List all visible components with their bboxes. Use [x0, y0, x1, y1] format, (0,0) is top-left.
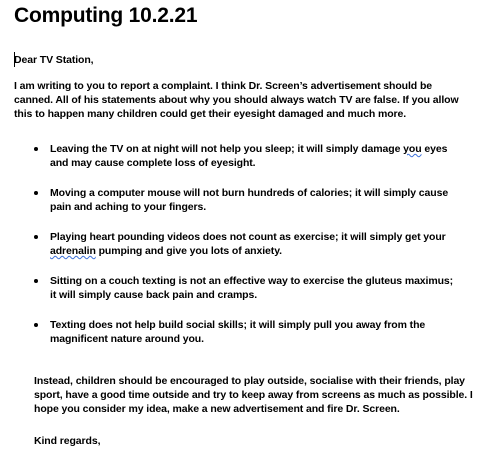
bullet-item	[0, 230, 460, 258]
bullet-text: Playing heart pounding videos does not count as exercise; it will simply get your	[50, 231, 446, 243]
document-title: Computing 10.2.21	[14, 4, 198, 27]
bullet-item	[0, 142, 460, 170]
letter-intro-paragraph: I am writing to you to report a complaint. I think Dr. Screen’s advertisement should be canned. All of his statements about why you should always watch TV are false. If you allow this to happen many children could get their eyesight damaged and much more.	[14, 80, 459, 120]
letter-greeting: Dear TV Station,	[14, 54, 94, 66]
bullet-item	[0, 274, 460, 302]
bullet-dot-icon	[34, 323, 38, 327]
letter-signoff: Kind regards,	[34, 435, 101, 447]
spellcheck-flagged-word: you	[403, 143, 422, 155]
bullet-text: Texting does not help build social skills; it will simply pull you away from the magnificent nature around you.	[50, 319, 426, 345]
bullet-text: eyes and may cause complete loss of eyesight.	[50, 143, 448, 169]
bullet-item	[0, 318, 460, 346]
bullet-dot-icon	[34, 147, 38, 151]
bullet-dot-icon	[34, 235, 38, 239]
bullet-text: Leaving the TV on at night will not help you sleep; it will simply damage	[50, 143, 404, 155]
bullet-item	[0, 186, 460, 214]
bullet-text: pumping and give you lots of anxiety.	[95, 245, 282, 257]
bullet-list	[0, 142, 478, 362]
bullet-dot-icon	[34, 191, 38, 195]
bullet-text: Sitting on a couch texting is not an effective way to exercise the gluteus maximus; it will simply cause back pain and cramps.	[50, 275, 454, 301]
letter-closing-paragraph: Instead, children should be encouraged to play outside, socialise with their friends, play sport, have a good time outside and try to keep away from screens as much as possible. I hope you consider my idea, make a new advertisement and fire Dr. Screen.	[34, 375, 473, 415]
bullet-text: Moving a computer mouse will not burn hundreds of calories; it will simply cause pain and aching to your fingers.	[50, 187, 449, 213]
bullet-dot-icon	[34, 279, 38, 283]
spellcheck-flagged-word: adrenalin	[50, 245, 96, 257]
